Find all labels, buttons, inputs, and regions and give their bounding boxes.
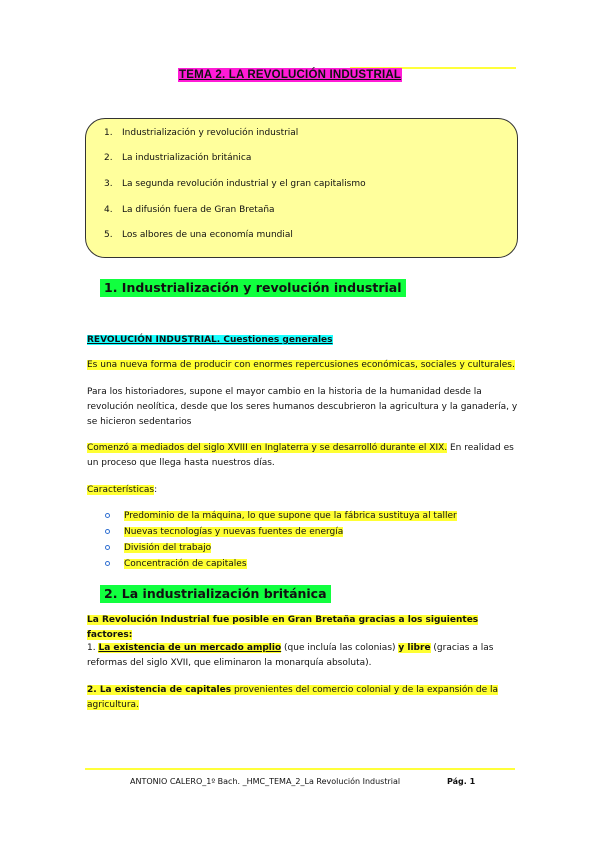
toc-item: 5. Los albores de una economía mundial	[104, 230, 293, 240]
footer-text: ANTONIO CALERO_1º Bach. _HMC_TEMA_2_La Revolución Industrial	[130, 777, 401, 786]
bullet-icon	[105, 545, 110, 550]
page-title: TEMA 2. LA REVOLUCIÓN INDUSTRIAL	[179, 69, 402, 81]
bullet-icon	[105, 529, 110, 534]
toc-item: 3. La segunda revolución industrial y el gran capitalismo	[104, 179, 366, 189]
characteristics-label: Características:	[87, 485, 158, 495]
toc-item: 1. Industrialización y revolución industrial	[104, 128, 299, 138]
paragraph-capital: 2. La existencia de capitales provenientes del comercio colonial y de la expansión de la agricultura.	[87, 685, 499, 710]
toc-item: 2. La industrialización británica	[104, 153, 252, 163]
bullet-icon	[105, 513, 110, 518]
paragraph-historians: Para los historiadores, supone el mayor cambio en la historia de la humanidad desde la revolución neolítica, desde que los seres humanos descubrieron la agricultura y la ganadería, y se hicieron sedentarios	[87, 387, 518, 427]
table-of-contents	[85, 118, 518, 258]
list-item: Concentración de capitales	[105, 556, 457, 572]
page-number: Pág. 1	[447, 777, 476, 786]
paragraph-factors: La Revolución Industrial fue posible en Gran Bretaña gracias a los siguientes factores:	[87, 615, 479, 640]
subheading: REVOLUCIÓN INDUSTRIAL. Cuestiones generales	[87, 335, 333, 345]
paragraph-market: 1. La existencia de un mercado amplio (que incluía las colonias) y libre (gracias a las reformas del siglo XVII, que eliminaron la monarquía absoluta).	[87, 643, 494, 668]
section-heading-1: 1. Industrialización y revolución industrial	[100, 279, 406, 297]
list-item: Predominio de la máquina, lo que supone que la fábrica sustituya al taller	[105, 508, 457, 524]
characteristics-list	[105, 508, 457, 572]
toc-item: 4. La difusión fuera de Gran Bretaña	[104, 205, 275, 215]
paragraph-origins: Comenzó a mediados del siglo XVIII en Inglaterra y se desarrolló durante el XIX. En realidad es un proceso que llega hasta nuestros días.	[87, 443, 514, 468]
section-heading-2: 2. La industrialización británica	[100, 585, 331, 603]
footer-rule	[85, 768, 515, 770]
paragraph-definition: Es una nueva forma de producir con enormes repercusiones económicas, sociales y culturales.	[87, 360, 515, 370]
bullet-icon	[105, 561, 110, 566]
list-item: División del trabajo	[105, 540, 457, 556]
list-item: Nuevas tecnologías y nuevas fuentes de energía	[105, 524, 457, 540]
